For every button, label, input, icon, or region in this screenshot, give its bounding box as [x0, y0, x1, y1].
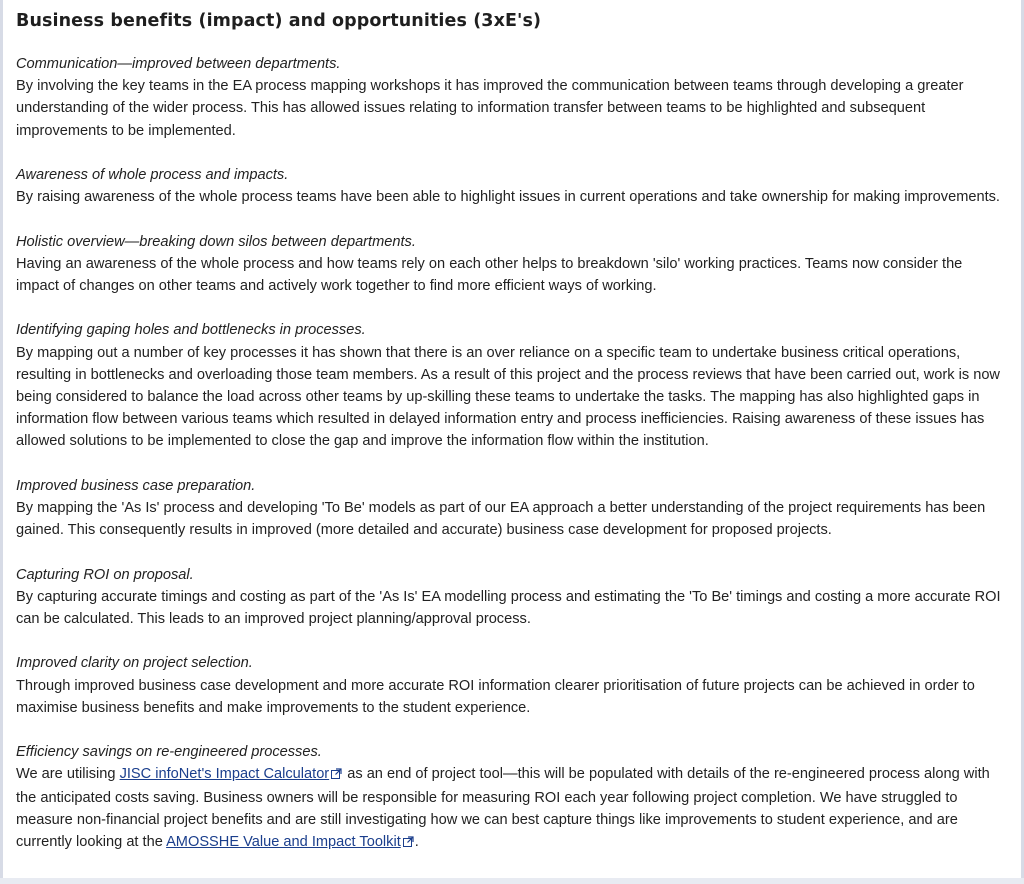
external-link-icon[interactable] — [331, 764, 342, 786]
section-body: By involving the key teams in the EA process mapping workshops it has improved the communication between teams through developing a greater understanding of the wider process. This has allowed issues relating to information transfer between teams to be highlighted and subsequent improvements to be implemented. — [16, 78, 964, 139]
amosshe-toolkit-link[interactable]: AMOSSHE Value and Impact Toolkit — [166, 834, 401, 850]
body-text-part: . — [414, 834, 419, 850]
benefit-section-awareness — [16, 164, 1008, 208]
section-heading: Efficiency savings on re-engineered processes. — [16, 744, 322, 761]
benefit-section-project-selection — [16, 652, 1008, 719]
section-body: By mapping the 'As Is' process and developing 'To Be' models as part of our EA approach a better understanding of the project requirements has been gained. This consequently results in improved (more detailed and accurate) business case development for proposed projects. — [16, 500, 986, 539]
section-heading: Awareness of whole process and impacts. — [16, 167, 289, 183]
body-text-part: as an end of project tool—this will be populated with details of the re-engineered process along with the anticipated costs saving. Business owners will be responsible for measuring ROI each year following project completion. We have struggled to measure non-financial project benefits and are still investigating how we can best capture things like improvements to student experience, and are currently looking at the — [16, 766, 990, 850]
section-body: By capturing accurate timings and costing as part of the 'As Is' EA modelling process and estimating the 'To Be' timings and costing a more accurate ROI can be calculated. This leads to an improved project planning/approval process. — [16, 588, 1001, 627]
benefit-section-holistic-overview — [16, 231, 1008, 298]
body-text-part: We are utilising — [16, 766, 120, 783]
section-body — [16, 763, 1008, 854]
section-body: Having an awareness of the whole process and how teams rely on each other helps to breakdown 'silo' working practices. Teams now consider the impact of changes on other teams and actively work together to find more efficient ways of working. — [16, 255, 963, 294]
section-body: Through improved business case development and more accurate ROI information clearer prioritisation of future projects can be achieved in order to maximise business benefits and make improvements to the student experience. — [16, 677, 975, 716]
sections — [16, 53, 1008, 854]
section-body: By raising awareness of the whole process teams have been able to highlight issues in current operations and take ownership for making improvements. — [16, 189, 1000, 206]
section-heading: Improved business case preparation. — [16, 477, 256, 494]
section-heading: Identifying gaping holes and bottlenecks in processes. — [16, 322, 366, 339]
benefit-section-communication — [16, 53, 1008, 142]
page-title: Business benefits (impact) and opportunities (3xE's) — [16, 11, 542, 31]
benefit-section-efficiency-savings — [16, 741, 1008, 854]
bottom-shade — [0, 878, 1024, 884]
section-heading: Capturing ROI on proposal. — [16, 566, 194, 583]
section-body: By mapping out a number of key processes it has shown that there is an over reliance on a specific team to undertake business critical operations, resulting in bottlenecks and overloading those team members. As a result of this project and the process reviews that have been carried out, work is now being considered to balance the load across other teams by up-skilling these teams to undertake the tasks. The mapping has also highlighted gaps in information flow between various teams which resulted in delayed information entry and process inefficiencies. Raising awareness of these issues has allowed solutions to be implemented to close the gap and improve the information flow within the institution. — [16, 344, 1000, 450]
section-heading: Improved clarity on project selection. — [16, 655, 253, 672]
jisc-impact-calculator-link[interactable]: JISC infoNet's Impact Calculator — [119, 766, 330, 783]
section-heading: Communication—improved between departments. — [16, 56, 341, 72]
external-link-icon[interactable] — [403, 832, 414, 854]
section-heading: Holistic overview—breaking down silos between departments. — [16, 233, 416, 250]
benefit-section-bottlenecks — [16, 319, 1008, 452]
article — [16, 0, 1008, 854]
benefit-section-roi — [16, 564, 1008, 631]
benefit-section-business-case — [16, 475, 1008, 542]
